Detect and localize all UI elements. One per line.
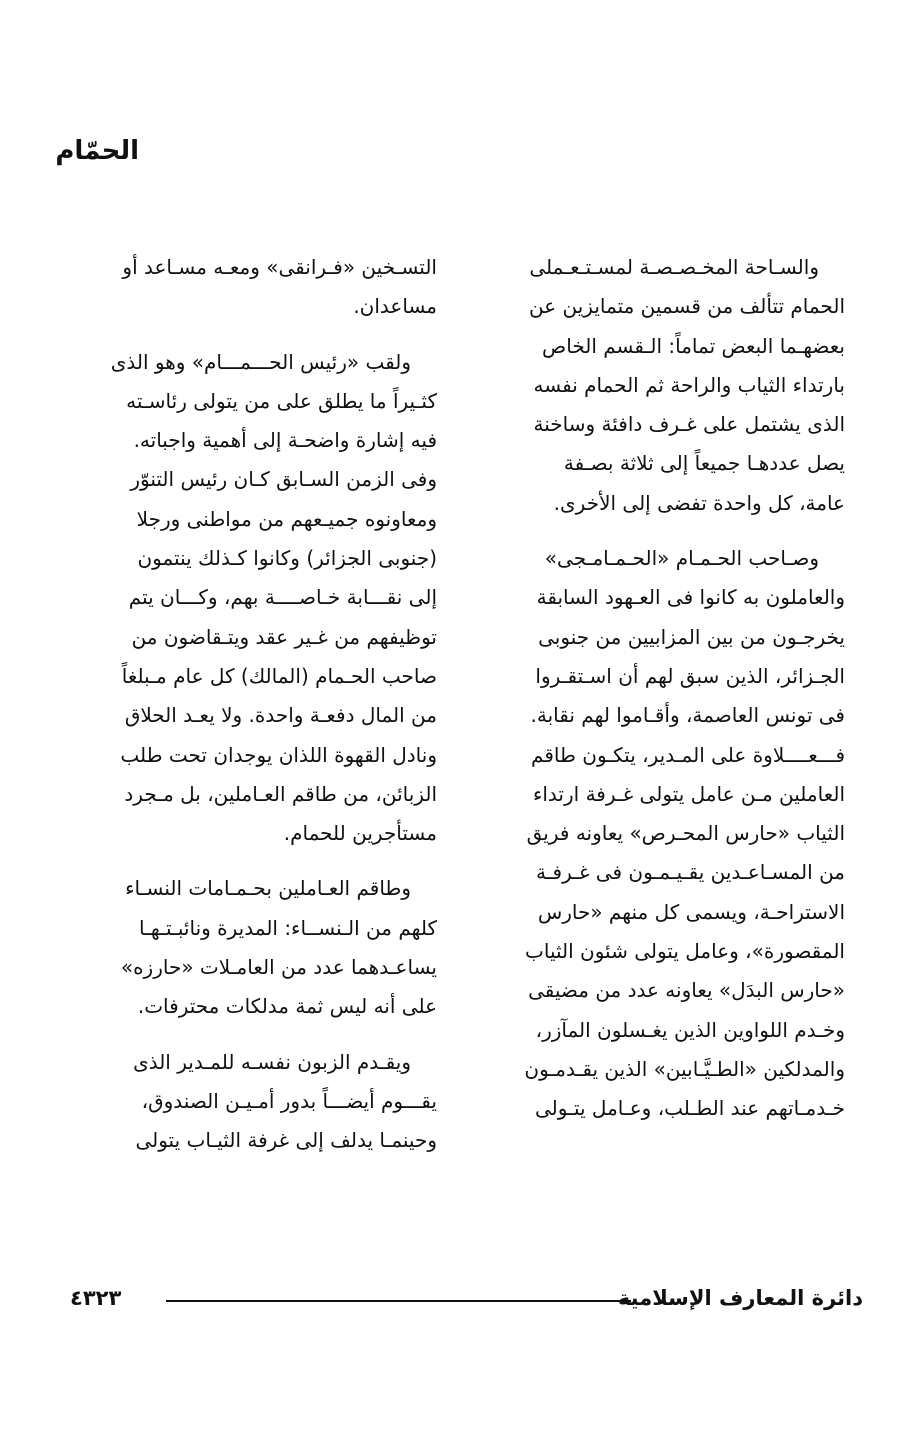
page-header-title: الحمّام — [55, 136, 139, 166]
text-line: ولقب «رئيس الحـــمـــام» وهو الذى — [110, 349, 411, 374]
text-line: كلهم من الـنســاء: المديرة ونائبـتـهـا — [138, 915, 437, 940]
text-line: وخـدم اللواوين الذين يغـسلون المآزر، — [535, 1017, 845, 1042]
footer-rule — [166, 1300, 631, 1302]
text-line: الذى يشتمل على غـرف دافئة وساخنة — [533, 412, 845, 437]
text-line: وفى الزمن السـابق كـان رئيس التنوّر — [130, 467, 437, 492]
paragraph — [490, 539, 845, 1128]
text-line: والمدلكين «الطـيَّـابين» الذين يقـدمـون — [524, 1056, 845, 1081]
text-line: فـــعــــلاوة على المـدير، يتكـون طاقم — [531, 742, 845, 767]
text-line: يقـــوم أيضـــاً بدور أمـيـن الصندوق، — [141, 1088, 437, 1113]
text-line: الجـزائر، الذين سبق لهم أن اسـتقـروا — [535, 663, 845, 688]
text-line: وحينمـا يدلف إلى غرفة الثيـاب يتولى — [135, 1128, 437, 1153]
text-line: بعضهـما البعض تماماً: الـقسم الخاص — [542, 333, 845, 358]
text-line: الزبائن، من طاقم العـاملين، بل مـجرد — [124, 781, 437, 806]
text-line: يساعـدهما عدد من العامـلات «حارزه» — [120, 955, 437, 980]
text-line: بارتداء الثياب والراحة ثم الحمام نفسه — [533, 372, 845, 397]
text-line: وصـاحب الحـمـام «الحـمـامـجى» — [544, 546, 819, 571]
text-line: ويقـدم الزبون نفسـه للمـدير الذى — [133, 1049, 411, 1074]
paragraph — [82, 1043, 437, 1161]
text-line: العاملين مـن عامل يتولى غـرفة ارتداء — [532, 781, 845, 806]
paragraph — [82, 248, 437, 327]
paragraph — [82, 343, 437, 854]
footer-title: دائرة المعارف الإسلامية — [617, 1286, 863, 1310]
text-line: والسـاحة المخـصـصـة لمسـتـعـملى — [529, 255, 819, 279]
text-line: والعاملون به كانوا فى العـهود السابقة — [536, 585, 845, 610]
text-line: فيه إشارة واضحـة إلى أهمية واجباته. — [133, 428, 437, 453]
text-line: (جنوبى الجزائر) وكانوا كـذلك ينتمون — [137, 546, 437, 571]
paragraph — [490, 248, 845, 523]
text-line: عامة، كل واحدة تفضى إلى الأخرى. — [553, 490, 845, 515]
text-line: من المسـاعـدين يقـيـمـون فى غـرفـة — [535, 860, 845, 885]
text-line: الحمام تتألف من قسمين متمايزين عن — [529, 294, 845, 319]
paragraph — [82, 869, 437, 1026]
text-line: يخرجـون من بين المزابيين من جنوبى — [538, 624, 845, 649]
text-line: صاحب الحـمام (المالك) كل عام مـبلغاً — [121, 663, 437, 688]
text-line: كثـيراً ما يطلق على من يتولى رئاسـته — [126, 388, 437, 413]
page-footer — [70, 1284, 863, 1318]
text-line: مساعدان. — [353, 294, 437, 319]
text-line: إلى نقـــابة خـاصــــة بهم، وكـــان يتم — [128, 585, 437, 610]
text-line: ونادل القهوة اللذان يوجدان تحت طلب — [120, 742, 437, 767]
text-line: الثياب «حارس المحـرص» يعاونه فريق — [526, 821, 845, 846]
text-line: من المال دفعـة واحدة. ولا يعـد الحلاق — [124, 703, 437, 728]
text-line: «حارس البدَل» يعاونه عدد من مضيقى — [528, 978, 845, 1003]
text-line: على أنه ليس ثمة مدلكات محترفات. — [137, 994, 437, 1019]
text-line: مستأجرين للحمام. — [283, 821, 437, 846]
right-column — [490, 248, 845, 1145]
text-line: توظيفهم من غـير عقد ويتـقاضون من — [131, 624, 437, 649]
left-column — [82, 248, 437, 1177]
text-line: ومعاونوه جميـعهم من مواطنى ورجلا — [136, 506, 437, 531]
text-line: خـدمـاتهم عند الطـلب، وعـامل يتـولى — [535, 1096, 845, 1121]
text-line: التسـخين «فـرانقى» ومعـه مسـاعد أو — [122, 255, 437, 279]
text-line: يصل عددهـا جميعاً إلى ثلاثة بصـفة — [563, 451, 845, 476]
page-number: ٤٣٢٣ — [70, 1286, 122, 1310]
text-line: الاستراحـة، ويسمى كل منهم «حارس — [537, 899, 845, 924]
text-line: المقصورة»، وعامل يتولى شئون الثياب — [525, 939, 845, 964]
text-line: وطاقم العـاملين بحـمـامات النسـاء — [125, 876, 411, 901]
text-line: فى تونس العاصمة، وأقـاموا لهم نقابة. — [530, 703, 845, 728]
